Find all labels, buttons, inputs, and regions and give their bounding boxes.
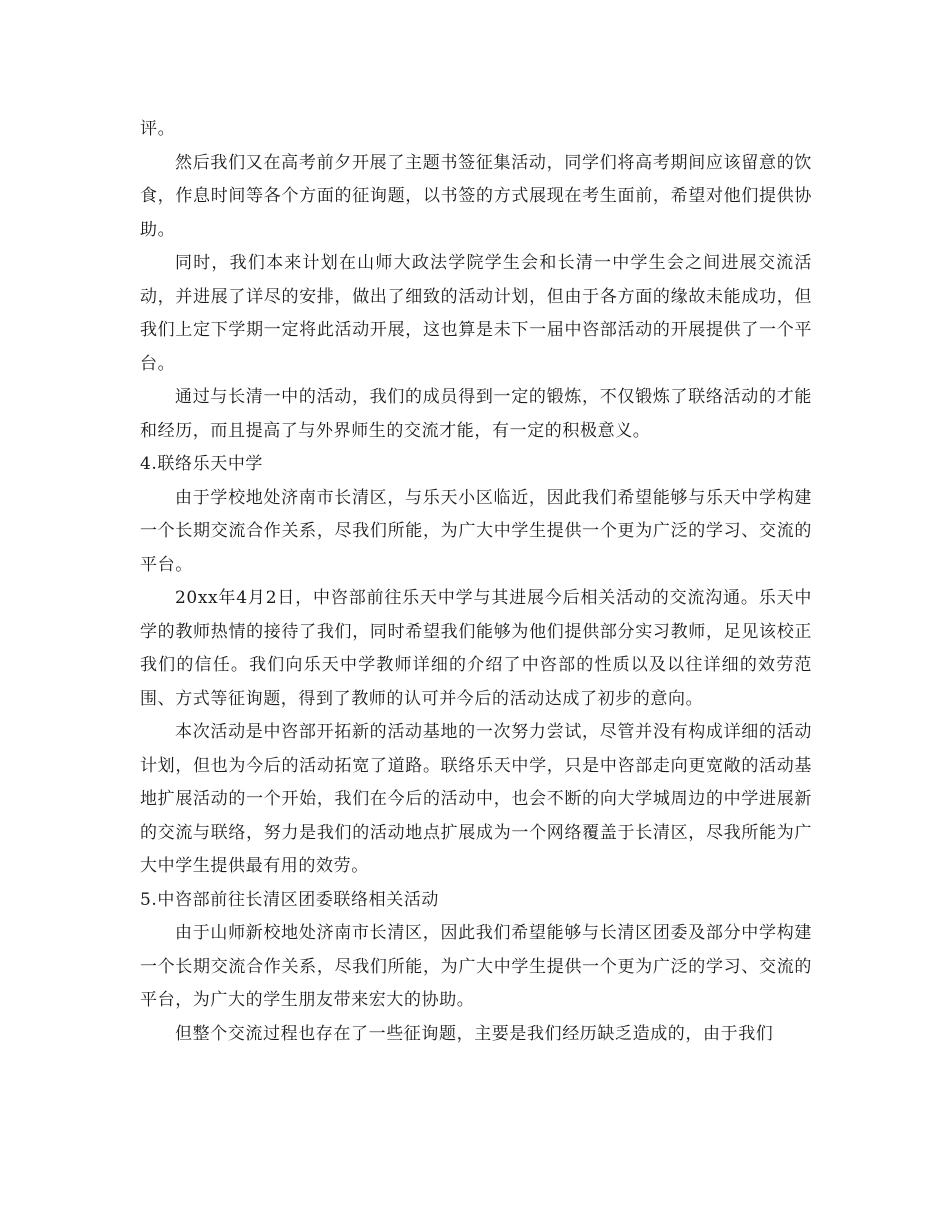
paragraph: 本次活动是中咨部开拓新的活动基地的一次努力尝试，尽管并没有构成详细的活动计划，但也为今后的活动拓宽了道路。联络乐天中学，只是中咨部走向更宽敞的活动基地扩展活动的一个开始，我们在今后的活动中，也会不断的向大学城周边的中学进展新的交流与联络，努力是我们的活动地点扩展成为一个网络覆盖于长清区，尽我所能为广大中学生提供最有用的效劳。 (140, 722, 812, 876)
paragraph: 然后我们又在高考前夕开展了主题书签征集活动，同学们将高考期间应该留意的饮食，作息时间等各个方面的征询题，以书签的方式展现在考生面前，希望对他们提供协助。 (140, 152, 812, 240)
paragraph: 但整个交流过程也存在了一些征询题，主要是我们经历缺乏造成的，由于我们 (175, 1023, 774, 1044)
paragraph: 通过与长清一中的活动，我们的成员得到一定的锻炼，不仅锻炼了联络活动的才能和经历，而且提高了与外界师生的交流才能，有一定的积极意义。 (140, 387, 812, 441)
document-body (140, 113, 812, 1051)
section-heading: 5.中咨部前往长清区团委联络相关活动 (140, 889, 440, 910)
paragraph: 由于学校地处济南市长清区，与乐天小区临近，因此我们希望能够与乐天中学构建一个长期交流合作关系，尽我们所能，为广大中学生提供一个更为广泛的学习、交流的平台。 (140, 487, 812, 575)
paragraph: 同时，我们本来计划在山师大政法学院学生会和长清一中学生会之间进展交流活动，并进展了详尽的安排，做出了细致的活动计划，但由于各方面的缘故未能成功，但我们上定下学期一定将此活动开展，这也算是未下一届中咨部活动的开展提供了一个平台。 (140, 253, 812, 374)
section-heading: 4.联络乐天中学 (140, 454, 264, 474)
paragraph: 20xx年4月2日，中咨部前往乐天中学与其进展今后相关活动的交流沟通。乐天中学的教师热情的接待了我们，同时希望我们能够为他们提供部分实习教师，足见该校正我们的信任。我们向乐天中学教师详细的介绍了中咨部的性质以及以往详细的效劳范围、方式等征询题，得到了教师的认可并今后的活动达成了初步的意向。 (140, 588, 812, 709)
paragraph: 由于山师新校地处济南市长清区，因此我们希望能够与长清区团委及部分中学构建一个长期交流合作关系，尽我们所能，为广大中学生提供一个更为广泛的学习、交流的平台，为广大的学生朋友带来宏大的协助。 (140, 923, 812, 1010)
paragraph-continuation: 评。 (140, 119, 176, 139)
